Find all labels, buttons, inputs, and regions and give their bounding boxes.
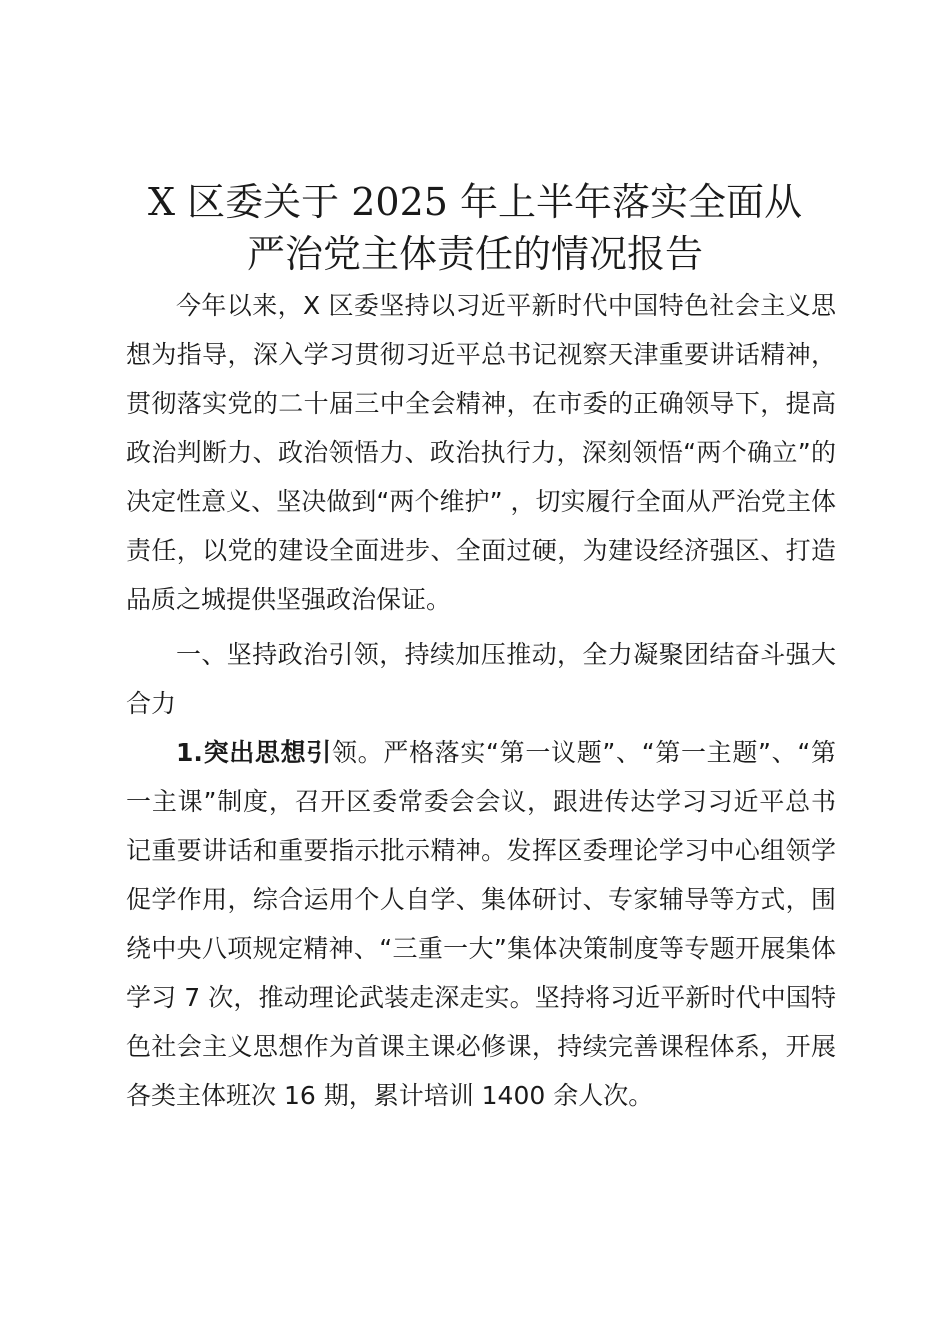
title-line-1: X 区委关于 2025 年上半年落实全面从 [148,180,802,224]
title-line-2: 严治党主体责任的情况报告 [246,232,703,276]
item-1-label: 1.突出思想引 [176,738,332,767]
intro-paragraph: 今年以来，X 区委坚持以习近平新时代中国特色社会主义思想为指导，深入学习贯彻习近平总书记视察天津重要讲话精神，贯彻落实党的二十届三中全会精神，在市委的正确领导下，提高政治判断力、政治领悟力、政治执行力，深刻领悟“两个确立”的决定性意义、坚决做到“两个维护” ，切实履行全面从严治党主体责任，以党的建设全面进步、全面过硬，为建设经济强区、打造品质之城提供坚强政治保证。 [126,291,836,614]
section-heading-1: 一、坚持政治引领，持续加压推动，全力凝聚团结奋斗强大合力 [126,640,836,718]
document-title [100,176,850,280]
item-paragraph-1 [126,728,836,1120]
item-1-text: 领。严格落实“第一议题”、“第一主题”、“第一主课”制度，召开区委常委会会议，跟进传达学习习近平总书记重要讲话和重要指示批示精神。发挥区委理论学习中心组领学促学作用，综合运用个人自学、集体研讨、专家辅导等方式，围绕中央八项规定精神、“三重一大”集体决策制度等专题开展集体学习 7 次，推动理论武装走深走实。坚持将习近平新时代中国特色社会主义思想作为首课主课必修课，持续完善课程体系，开展各类主体班次 16 期，累计培训 1400 余人次。 [126,738,836,1110]
